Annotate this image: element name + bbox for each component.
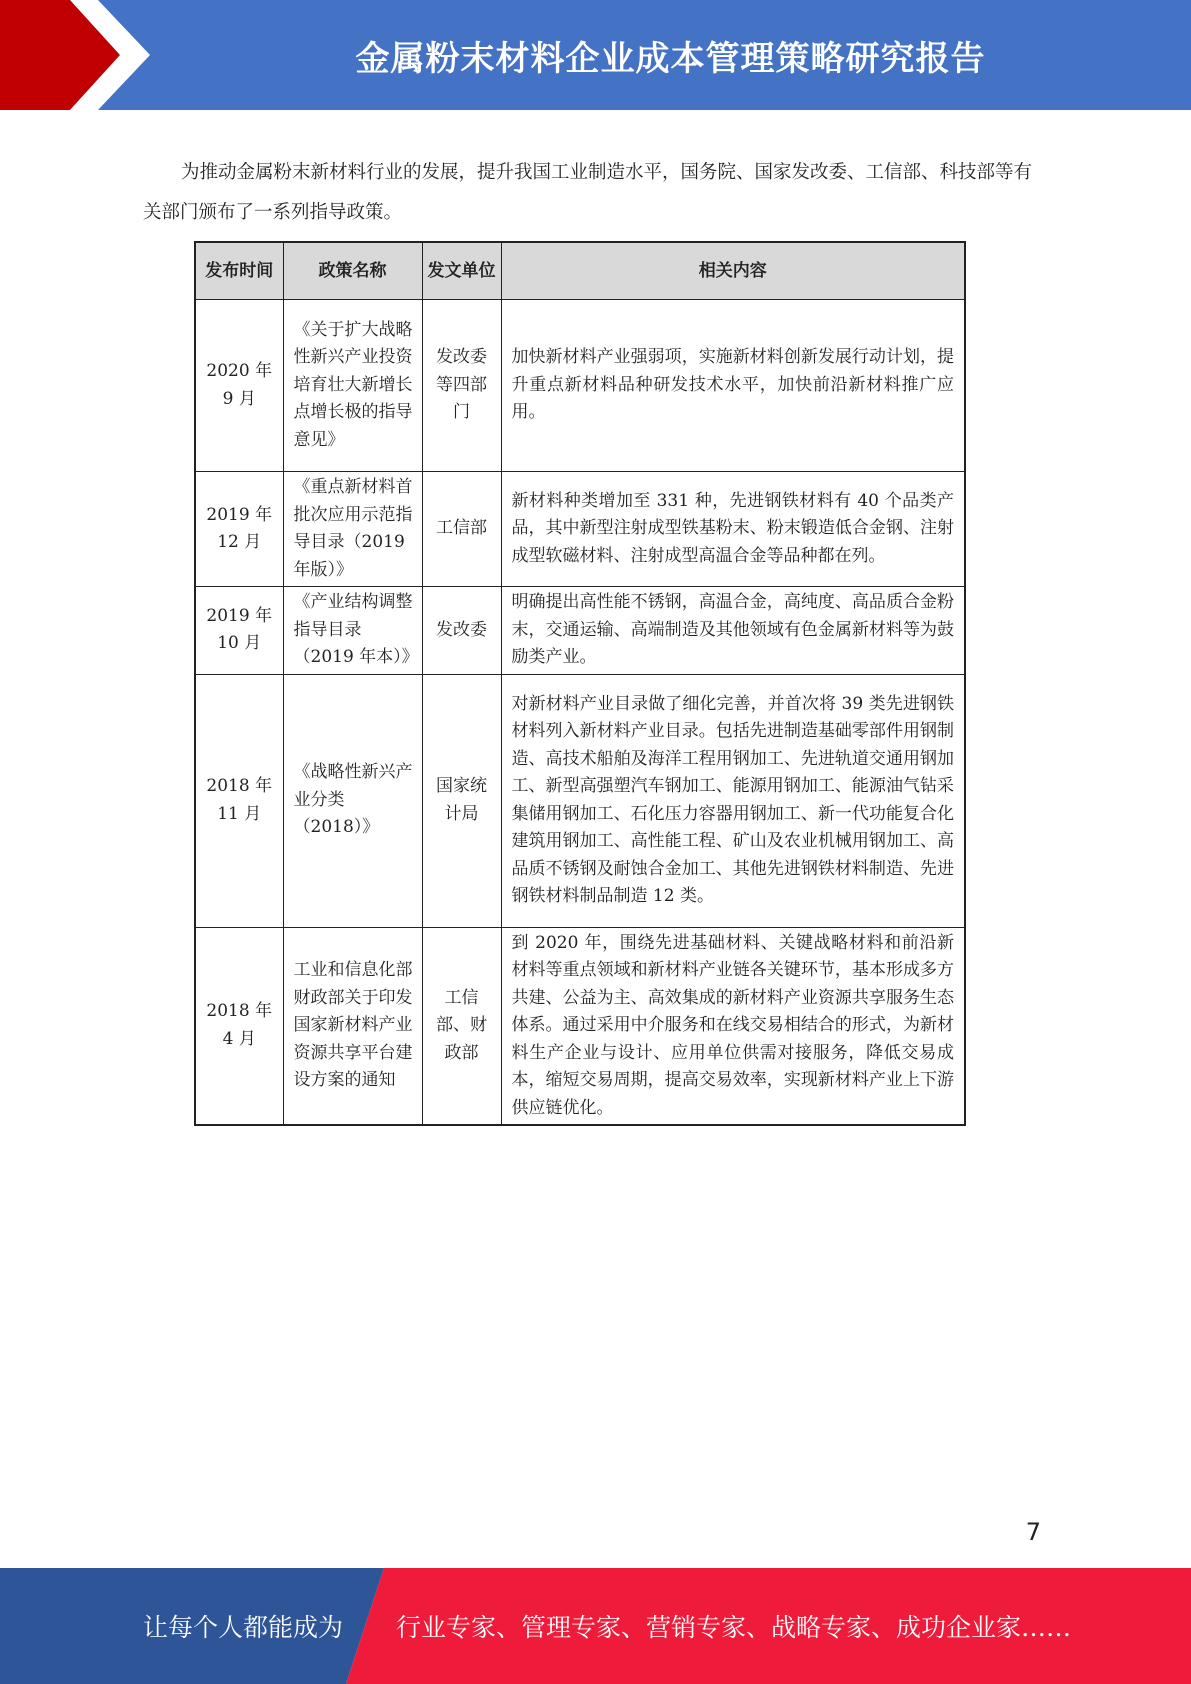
- table-row: [195, 927, 965, 1125]
- footer-slogan-left: 让每个人都能成为: [143, 1613, 344, 1642]
- table-row: [195, 587, 965, 675]
- cell-content: 加快新材料产业强弱项，实施新材料创新发展行动计划，提升重点新材料品种研发技术水平，加快前沿新材料推广应用。: [501, 300, 965, 472]
- cell-date: 2018 年 4 月: [195, 927, 283, 1125]
- header-date: 发布时间: [195, 242, 283, 300]
- header-banner: [0, 0, 1191, 110]
- cell-department: 发改委: [422, 587, 501, 675]
- footer-slogan-right: 行业专家、管理专家、营销专家、战略专家、成功企业家……: [396, 1613, 1072, 1642]
- cell-policy-name: 《战略性新兴产业分类（2018）》: [283, 674, 422, 927]
- cell-policy-name: 《产业结构调整指导目录（2019 年本）》: [283, 587, 422, 675]
- cell-policy-name: 《关于扩大战略性新兴产业投资培育壮大新增长点增长极的指导意见》: [283, 300, 422, 472]
- cell-date: 2019 年 10 月: [195, 587, 283, 675]
- cell-content: 到 2020 年，围绕先进基础材料、关键战略材料和前沿新材料等重点领域和新材料产业链各关键环节，基本形成多方共建、公益为主、高效集成的新材料产业资源共享服务生态体系。通过采用中介服务和在线交易相结合的形式，为新材料生产企业与设计、应用单位供需对接服务，降低交易成本，缩短交易周期，提高交易效率，实现新材料产业上下游供应链优化。: [501, 927, 965, 1125]
- table-row: [195, 300, 965, 472]
- cell-content: 新材料种类增加至 331 种，先进钢铁材料有 40 个品类产品，其中新型注射成型铁基粉末、粉末锻造低合金钢、注射成型软磁材料、注射成型高温合金等品种都在列。: [501, 472, 965, 587]
- cell-date: 2020 年 9 月: [195, 300, 283, 472]
- cell-policy-name: 《重点新材料首批次应用示范指导目录（2019 年版）》: [283, 472, 422, 587]
- intro-paragraph: 为推动金属粉末新材料行业的发展，提升我国工业制造水平，国务院、国家发改委、工信部、科技部等有关部门颁布了一系列指导政策。: [143, 161, 1033, 223]
- cell-department: 工信部、财政部: [422, 927, 501, 1125]
- cell-date: 2019 年 12 月: [195, 472, 283, 587]
- cell-department: 发改委等四部门: [422, 300, 501, 472]
- header-content: 相关内容: [501, 242, 965, 300]
- report-title: 金属粉末材料企业成本管理策略研究报告: [355, 38, 986, 79]
- table-row: [195, 674, 965, 927]
- page-number: 7: [1025, 1518, 1041, 1546]
- header-policy-name: 政策名称: [283, 242, 422, 300]
- header-department: 发文单位: [422, 242, 501, 300]
- cell-policy-name: 工业和信息化部财政部关于印发国家新材料产业资源共享平台建设方案的通知: [283, 927, 422, 1125]
- table-row: [195, 472, 965, 587]
- chevron-arrow-icon: [0, 0, 170, 110]
- cell-department: 工信部: [422, 472, 501, 587]
- cell-content: 对新材料产业目录做了细化完善，并首次将 39 类先进钢铁材料列入新材料产业目录。包括先进制造基础零部件用钢制造、高技术船舶及海洋工程用钢加工、先进轨道交通用钢加工、新型高强塑汽车钢加工、能源用钢加工、能源油气钻采集储用钢加工、石化压力容器用钢加工、新一代功能复合化建筑用钢加工、高性能工程、矿山及农业机械用钢加工、高品质不锈钢及耐蚀合金加工、其他先进钢铁材料制造、先进钢铁材料制品制造 12 类。: [501, 674, 965, 927]
- cell-department: 国家统计局: [422, 674, 501, 927]
- cell-content: 明确提出高性能不锈钢，高温合金，高纯度、高品质合金粉末，交通运输、高端制造及其他领域有色金属新材料等为鼓励类产业。: [501, 587, 965, 675]
- footer-banner: [0, 1568, 1191, 1684]
- table-header-row: [195, 242, 965, 300]
- cell-date: 2018 年 11 月: [195, 674, 283, 927]
- policy-table: [194, 241, 966, 1126]
